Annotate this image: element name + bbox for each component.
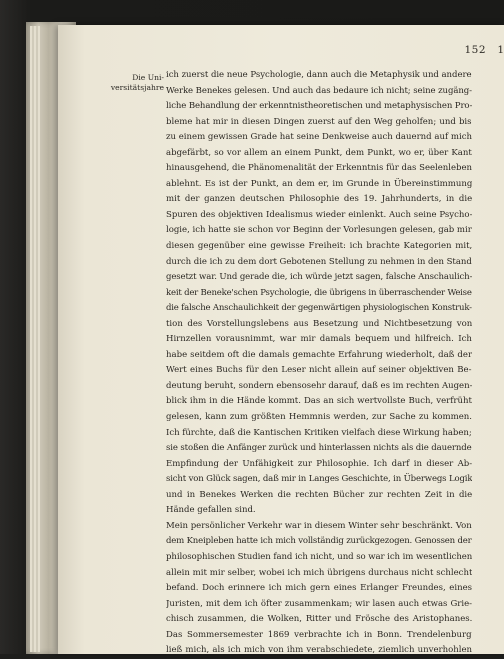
text-line: philosophischen Studien fand ich nicht, und so war ich im wesentlichen	[166, 551, 472, 562]
text-line: blick ihm in die Hände kommt. Das an sich wertvollste Buch, verfrüht	[166, 396, 472, 407]
text-line: tion des Vorstellungslebens aus Besetzung und Nichtbesetzung von	[166, 318, 472, 329]
text-line: liche Behandlung der erkenntnistheoretischen und metaphysischen Pro-	[166, 101, 472, 112]
text-line: hinausgehend, die Phänomenalität der Erkenntnis für das Seelenleben	[166, 163, 472, 174]
text-line: allein mit mir selber, wobei ich mich übrigens durchaus nicht schlecht	[166, 567, 472, 578]
text-line: Mein persönlicher Verkehr war in diesem Winter sehr beschränkt. Von	[166, 520, 472, 531]
margin-note-line: versitätsjahre	[110, 83, 164, 92]
text-line: keit der Beneke'schen Psychologie, die übrigens in überraschender Weise	[166, 287, 472, 298]
text-line: sie stoßen die Anfänger zurück und hinterlassen nichts als die dauernde	[166, 443, 472, 454]
text-line: ich zuerst die neue Psychologie, dann auch die Metaphysik und andere	[166, 70, 472, 80]
text-line: Juristen, mit dem ich öfter zusammenkam; wir lasen auch etwas Grie-	[166, 598, 472, 609]
page-number: 152	[464, 44, 486, 56]
text-line: gesetzt war. Und gerade die, ich würde jetzt sagen, falsche Anschaulich-	[166, 272, 472, 283]
text-line: ablehnt. Es ist der Punkt, an dem er, im Grunde in Übereinstimmung	[166, 178, 472, 189]
text-line: Spuren des objektiven Idealismus wieder einlenkt. Auch seine Psycho-	[166, 209, 472, 220]
text-line: und in Benekes Werken die rechten Bücher zur rechten Zeit in die	[166, 489, 472, 500]
text-line: logie, ich hatte sie schon vor Beginn der Vorlesungen gelesen, gab mir	[166, 225, 472, 236]
text-line: die falsche Anschaulichkeit der gegenwärtigen physiologischen Konstruk-	[166, 303, 472, 314]
text-line: zu einem gewissen Grade hat seine Denkweise auch dauernd auf mich	[166, 132, 472, 143]
page-stack-edges	[30, 26, 40, 652]
text-line: ließ mich, als ich mich von ihm verabschiedete, ziemlich unverhohlen	[166, 645, 472, 656]
text-line: mit der ganzen deutschen Philosophie des 19. Jahrhunderts, in die	[166, 194, 472, 205]
text-line: sicht von Glück sagen, daß mir in Langes Geschichte, in Überwegs Logik	[166, 474, 472, 485]
text-line: chisch zusammen, die Wolken, Ritter und Frösche des Aristophanes.	[166, 614, 472, 625]
text-line: Empfindung der Unfähigkeit zur Philosophie. Ich darf in dieser Ab-	[166, 458, 472, 469]
body-text	[166, 68, 472, 659]
text-line: abgefärbt, so vor allem an einem Punkt, dem Punkt, wo er, über Kant	[166, 147, 472, 158]
text-line: dem Kneipleben hatte ich mich vollständig zurückgezogen. Genossen der	[166, 536, 472, 547]
text-line: gelesen, kann zum größten Hemmnis werden, zur Sache zu kommen.	[166, 412, 472, 423]
next-page-number-fragment: 1	[497, 44, 504, 56]
margin-note	[100, 73, 164, 93]
text-line: diesen gegenüber eine gewisse Freiheit: ich brachte Kategorien mit,	[166, 241, 472, 252]
text-line: befand. Doch erinnere ich mich gern eines Erlanger Freundes, eines	[166, 583, 472, 594]
text-line: Wert eines Buchs für den Leser nicht allein auf seiner objektiven Be-	[166, 365, 472, 376]
text-line: habe seitdem oft die damals gemachte Erfahrung wiederholt, daß der	[166, 349, 472, 360]
text-line: Das Sommersemester 1869 verbrachte ich in Bonn. Trendelenburg	[166, 629, 472, 640]
text-line: Werke Benekes gelesen. Und auch das bedaure ich nicht; seine zugäng-	[166, 85, 472, 96]
text-line: Hände gefallen sind.	[166, 505, 256, 516]
text-line: Hirnzellen vorausnimmt, war mir damals bequem und hilfreich. Ich	[166, 334, 472, 345]
text-line: deutung beruht, sondern ebensosehr darauf, daß es im rechten Augen-	[166, 380, 472, 391]
text-line: bleme hat mir in diesen Dingen zuerst auf den Weg geholfen; und bis	[166, 116, 472, 127]
margin-note-line: Die Uni-	[132, 73, 164, 82]
text-line: durch die ich zu dem dort Gebotenen Stellung zu nehmen in den Stand	[166, 256, 472, 267]
text-line: Ich fürchte, daß die Kantischen Kritiken vielfach diese Wirkung haben;	[166, 427, 472, 438]
